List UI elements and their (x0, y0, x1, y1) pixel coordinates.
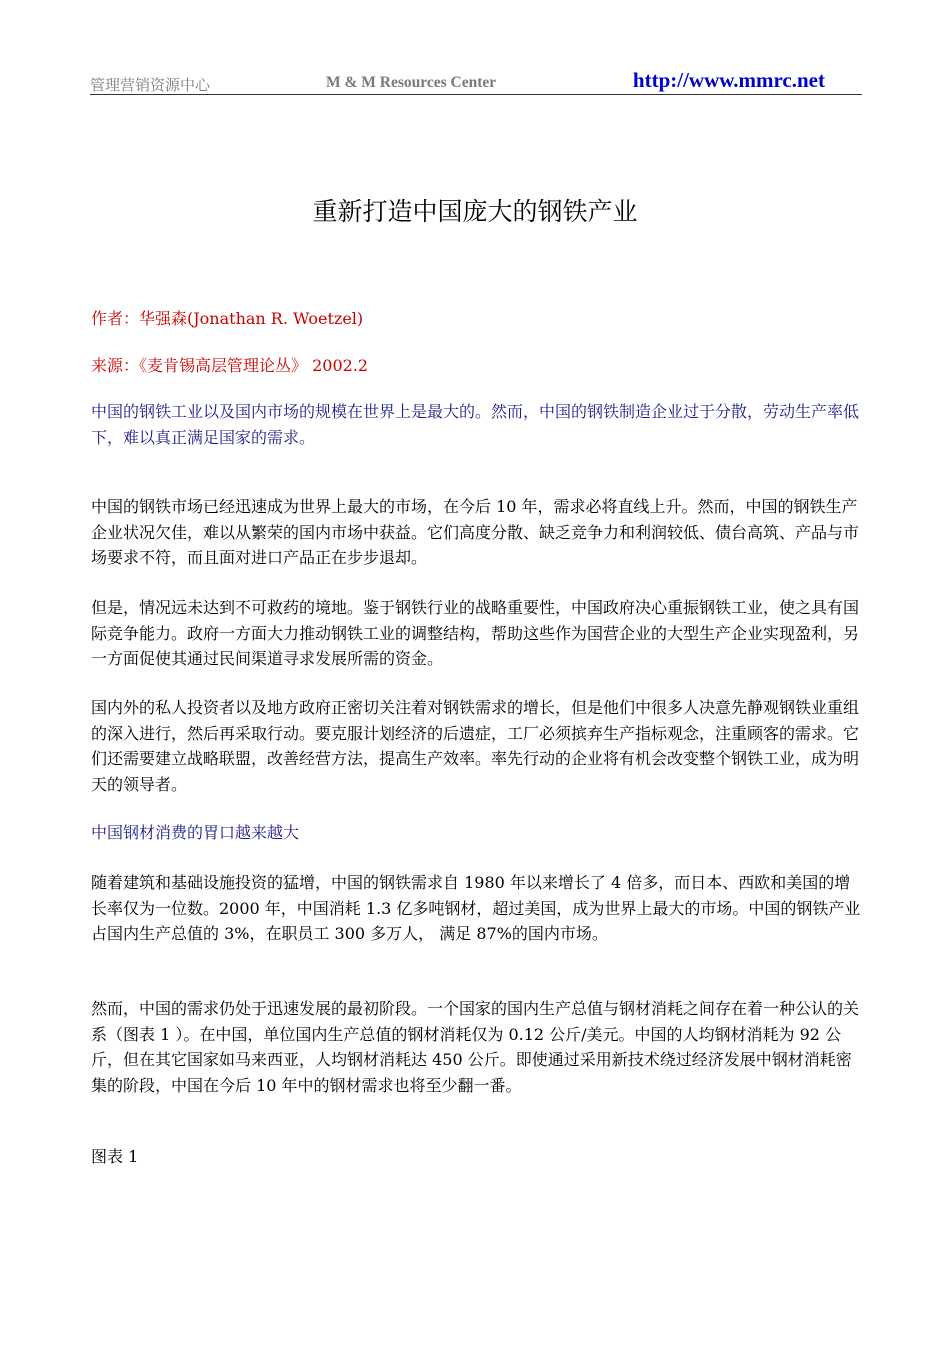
article-title: 重新打造中国庞大的钢铁产业 (312, 197, 638, 226)
section-heading: 中国钢材消费的胃口越来越大 (91, 823, 300, 842)
header-brand: 管理营销资源中心 (90, 76, 211, 94)
figure-label: 图表 1 (91, 1147, 139, 1166)
body-paragraph-2: 但是，情况远未达到不可救药的境地。鉴于钢铁行业的战略重要性，中国政府决心重振钢铁工业，使之具有国际竞争能力。政府一方面大力推动钢铁工业的调整结构，帮助这些作为国营企业的大型生产企业实现盈利，另一方面促使其通过民间渠道寻求发展所需的资金。 (91, 598, 860, 668)
article-source: 来源：《麦肯锡高层管理论丛》 2002.2 (91, 356, 369, 375)
article-author: 作者：华强森(Jonathan R. Woetzel) (91, 309, 364, 328)
body-paragraph-3: 国内外的私人投资者以及地方政府正密切关注着对钢铁需求的增长，但是他们中很多人决意先静观钢铁业重组的深入进行，然后再采取行动。要克服计划经济的后遗症，工厂必须摈弃生产指标观念，注重顾客的需求。它们还需要建立战略联盟，改善经营方法，提高生产效率。率先行动的企业将有机会改变整个钢铁工业，成为明天的领导者。 (91, 698, 860, 794)
header-url-link[interactable]: http://www.mmrc.net (632, 68, 825, 92)
body-paragraph-1: 中国的钢铁市场已经迅速成为世界上最大的市场，在今后 10 年，需求必将直线上升。然而，中国的钢铁生产企业状况欠佳，难以从繁荣的国内市场中获益。它们高度分散、缺乏竞争力和利润较低、债台高筑、产品与市场要求不符，而且面对进口产品正在步步退却。 (91, 497, 860, 567)
page-header (90, 66, 862, 95)
section-paragraph-2: 然而，中国的需求仍处于迅速发展的最初阶段。一个国家的国内生产总值与钢材消耗之间存在着一种公认的关系（图表 1 ）。在中国，单位国内生产总值的钢材消耗仅为 0.12 公斤/美元。中国的人均钢材消耗为 92 公斤，但在其它国家如马来西亚，人均钢材消耗达 450 公斤。即使通过采用新技术绕过经济发展中钢材消耗密集的阶段，中国在今后 10 年中的钢材需求也将至少翻一番。 (91, 999, 860, 1095)
article-lead: 中国的钢铁工业以及国内市场的规模在世界上是最大的。然而，中国的钢铁制造企业过于分散，劳动生产率低下，难以真正满足国家的需求。 (91, 402, 860, 447)
header-center-name: M & M Resources Center (326, 74, 497, 91)
section-paragraph-1: 随着建筑和基础设施投资的猛增，中国的钢铁需求自 1980 年以来增长了 4 倍多，而日本、西欧和美国的增长率仅为一位数。2000 年，中国消耗 1.3 亿多吨钢材，超过美国，成为世界上最大的市场。中国的钢铁产业占国内生产总值的 3%，在职员工 300 多万人， 满足 87%的国内市场。 (91, 873, 861, 943)
